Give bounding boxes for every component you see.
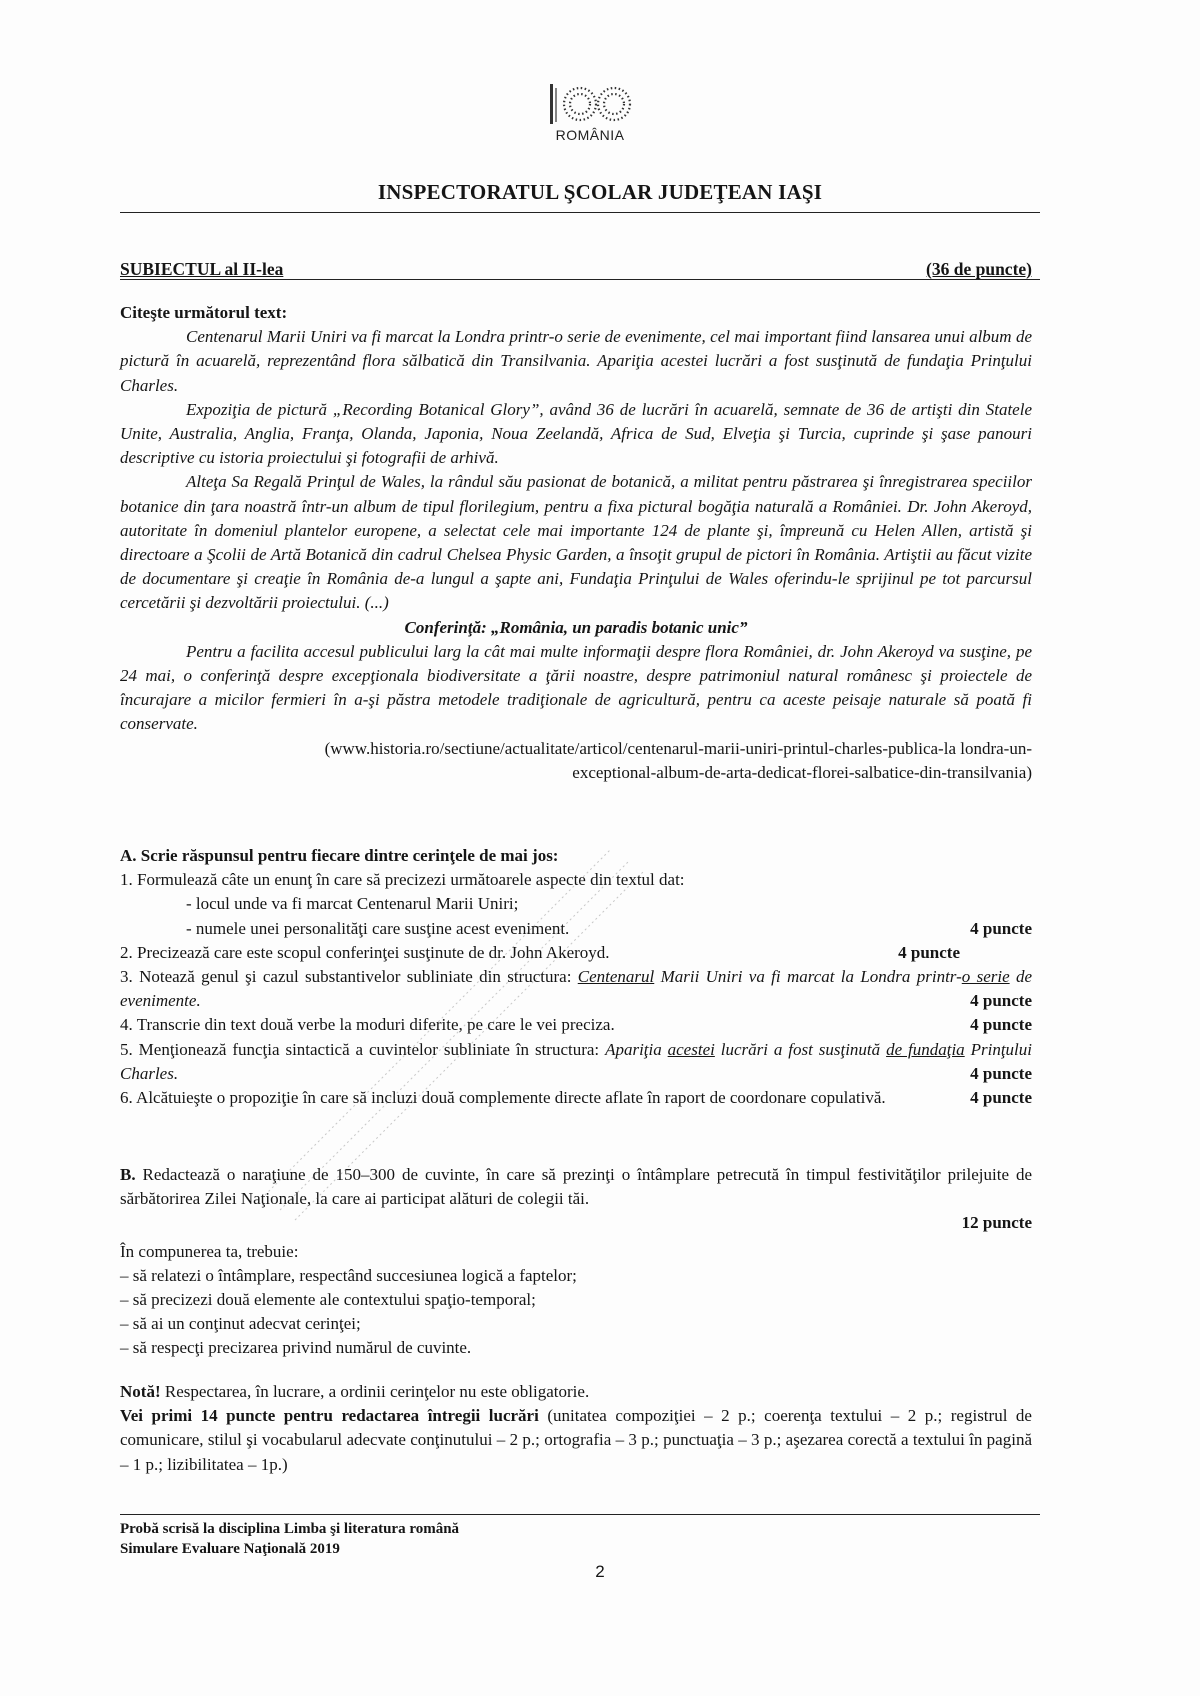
footer-line-1: Probă scrisă la disciplina Limba şi literatura română (120, 1521, 460, 1537)
question-3-underlined-word-1: Centenarul (577, 967, 655, 987)
reading-paragraph-1: Centenarul Marii Uniri va fi marcat la Londra printr-o serie de evenimente, cel mai important fiind lansarea unui album de pictură în acuarelă, reprezentând flora sălbatică din Transilvania. Apariţia acestei lucrări a fost susţinută de fundaţia Prinţului Charles. (120, 327, 1032, 395)
question-6-points: 4 puncte (970, 1088, 1032, 1108)
note-text: Respectarea, în lucrare, a ordinii cerinţelor nu este obligatorie. (160, 1382, 590, 1401)
reading-section (120, 301, 1032, 785)
subject-title: SUBIECTUL al II-lea (120, 259, 284, 279)
section-b-text: Redactează o naraţiune de 150–300 de cuvinte, în care să prezinţi o întâmplare petrecută în timpul festivităţilor prilejuite de sărbătorirea Zilei Naţionale, la care ai participat alături de colegii tăi. (120, 1165, 1032, 1209)
footer-line-2: Simulare Evaluare Naţională 2019 (120, 1541, 340, 1557)
section-a (120, 844, 1032, 1110)
question-4-points: 4 puncte (970, 1015, 1032, 1035)
question-2-points: 4 puncte (898, 942, 960, 962)
grading-text: (unitatea compoziţiei – 2 p.; coerenţa textului – 2 p.; registrul de comunicare, stilul şi vocabularul adecvate conţinutului – 2 p.; ortografia – 3 p.; punctuaţia – 3 p.; aşezarea corectă a textului în pagină – 1 p.; lizibilitatea – 1p.) (120, 1406, 1032, 1474)
centenary-100-icon (542, 82, 638, 126)
reading-paragraph-4: Pentru a facilita accesul publicului larg la cât mai multe informaţii despre flora României, dr. John Akeroyd va susţine, pe 24 mai, o conferinţă despre excepţionala biodiversitate a ţării noastre, despre patrimoniul natural românesc şi proiectele de încurajare a micilor fermieri în a-şi păstra metodele tradiţionale de agricultură, pentru ca aceste peisaje naturale să poată fi conservate. (120, 641, 1032, 734)
reading-paragraph-2: Expoziţia de pictură „Recording Botanical Glory”, având 36 de lucrări în acuarelă, semnate de 36 de artişti din Statele Unite, Australia, Anglia, Franţa, Olanda, Japonia, Noua Zeelandă, Africa de Sud, Elveţia şi Turcia, cuprinde şi şase panouri descriptive cu istoria proiectului şi fotografii de arhivă. (120, 399, 1032, 468)
question-1-bullet-2 (120, 917, 1032, 941)
question-3-end: de evenimente. (120, 967, 1032, 1011)
question-1 (120, 868, 1032, 892)
question-3 (120, 965, 1032, 1013)
question-5-text: 5. Menţionează funcţia sintactică a cuvintelor subliniate în structura: (120, 1039, 606, 1059)
grading-bold: Vei primi 14 puncte pentru redactarea întregii lucrări (120, 1406, 539, 1426)
header-divider (120, 212, 1040, 213)
requirements-intro: În compunerea ta, trebuie: (120, 1241, 299, 1261)
section-b-task (120, 1163, 1032, 1211)
question-6-text: 6. Alcătuieşte o propoziţie în care să incluzi două complemente directe aflate în raport de coordonare copulativă. (120, 1088, 886, 1108)
source-line-1: (www.historia.ro/sectiune/actualitate/articol/centenarul-marii-uniri-printul-charles-publica-la londra-un- (324, 738, 1032, 758)
question-5-underlined-word-1: acestei (667, 1039, 715, 1059)
question-1-bullet-1: - locul unde va fi marcat Centenarul Marii Uniri; (186, 894, 519, 914)
footer-divider (120, 1514, 1040, 1515)
requirement-item: – să respecţi precizarea privind numărul de cuvinte. (120, 1338, 472, 1358)
logo-text: ROMÂNIA (555, 127, 625, 143)
question-2 (120, 941, 1032, 965)
notes-section (120, 1380, 1032, 1477)
section-b-points: 12 puncte (961, 1213, 1032, 1233)
source-line-2: exceptional-album-de-arta-dedicat-florei-salbatice-din-transilvania) (572, 762, 1032, 782)
section-b-label: B. (120, 1165, 136, 1184)
question-5-underlined-word-2: de fundaţia (886, 1039, 965, 1059)
note-line (120, 1380, 1032, 1404)
footer (120, 1519, 459, 1559)
question-1-points: 4 puncte (970, 918, 1032, 938)
romania-centenary-logo (530, 82, 650, 157)
requirement-item: – să ai un conţinut adecvat cerinţei; (120, 1314, 361, 1334)
section-b (120, 1163, 1032, 1361)
logo-subtext (530, 143, 650, 147)
subject-divider (120, 279, 1040, 280)
question-1-text: 1. Formulează câte un enunţ în care să precizezi următoarele aspecte din textul dat: (120, 870, 685, 890)
question-3-points: 4 puncte (970, 991, 1032, 1011)
question-1-bullet-2-text: - numele unei personalităţi care susţine acest eveniment. (186, 918, 570, 938)
question-3-underlined-word-2: o serie (961, 967, 1010, 987)
question-4-text: 4. Transcrie din text două verbe la moduri diferite, pe care le vei preciza. (120, 1015, 615, 1035)
section-a-heading: A. Scrie răspunsul pentru fiecare dintre cerinţele de mai jos: (120, 846, 559, 865)
question-3-text: 3. Notează genul şi cazul substantivelor subliniate din structura: (120, 967, 578, 987)
question-6 (120, 1086, 1032, 1110)
subject-points: (36 de puncte) (926, 259, 1032, 279)
reading-instruction: Citeşte următorul text: (120, 303, 288, 322)
question-5-start: Apariţia (605, 1039, 668, 1059)
question-2-text: 2. Precizează care este scopul conferinţei susţinute de dr. John Akeroyd. (120, 942, 610, 962)
question-5 (120, 1038, 1032, 1086)
question-5-end: Prinţului Charles. (120, 1039, 1032, 1083)
requirement-item: – să relatezi o întâmplare, respectând succesiunea logică a faptelor; (120, 1265, 577, 1285)
page-number: 2 (595, 1562, 605, 1581)
grading-info (120, 1404, 1032, 1477)
conference-subheading: Conferinţă: „România, un paradis botanic unic” (404, 617, 748, 637)
question-4 (120, 1013, 1032, 1037)
question-3-middle: Marii Uniri va fi marcat la Londra printr- (654, 967, 962, 987)
question-5-points: 4 puncte (970, 1063, 1032, 1083)
reading-paragraph-3: Alteţa Sa Regală Prinţul de Wales, la rândul său pasionat de botanică, a militat pentru păstrarea şi înregistrarea speciilor botanice din ţara noastră într-un album de tipul florilegium, pentru a fixa pictural bogăţia naturală a României. Dr. John Akeroyd, autoritate în domeniul plantelor europene, a selectat cele mai importante 124 de plante şi, împreună cu Helen Allen, artistă şi directoare a Şcolii de Artă Botanică din cadrul Chelsea Physic Garden, a însoţit grupul de pictori în România. Artiştii au făcut vizite de documentare şi creaţie în România de-a lungul a şapte ani, Fundaţia Prinţului de Wales oferindu-le sprijinul pe tot parcursul cercetării şi dezvoltării proiectului. (...) (120, 472, 1032, 613)
note-label: Notă! (120, 1382, 161, 1401)
institution-title: INSPECTORATUL ŞCOLAR JUDEŢEAN IAŞI (377, 180, 823, 204)
question-5-middle: lucrări a fost susţinută (714, 1039, 887, 1059)
requirement-item: – să precizezi două elemente ale contextului spaţio-temporal; (120, 1290, 536, 1310)
